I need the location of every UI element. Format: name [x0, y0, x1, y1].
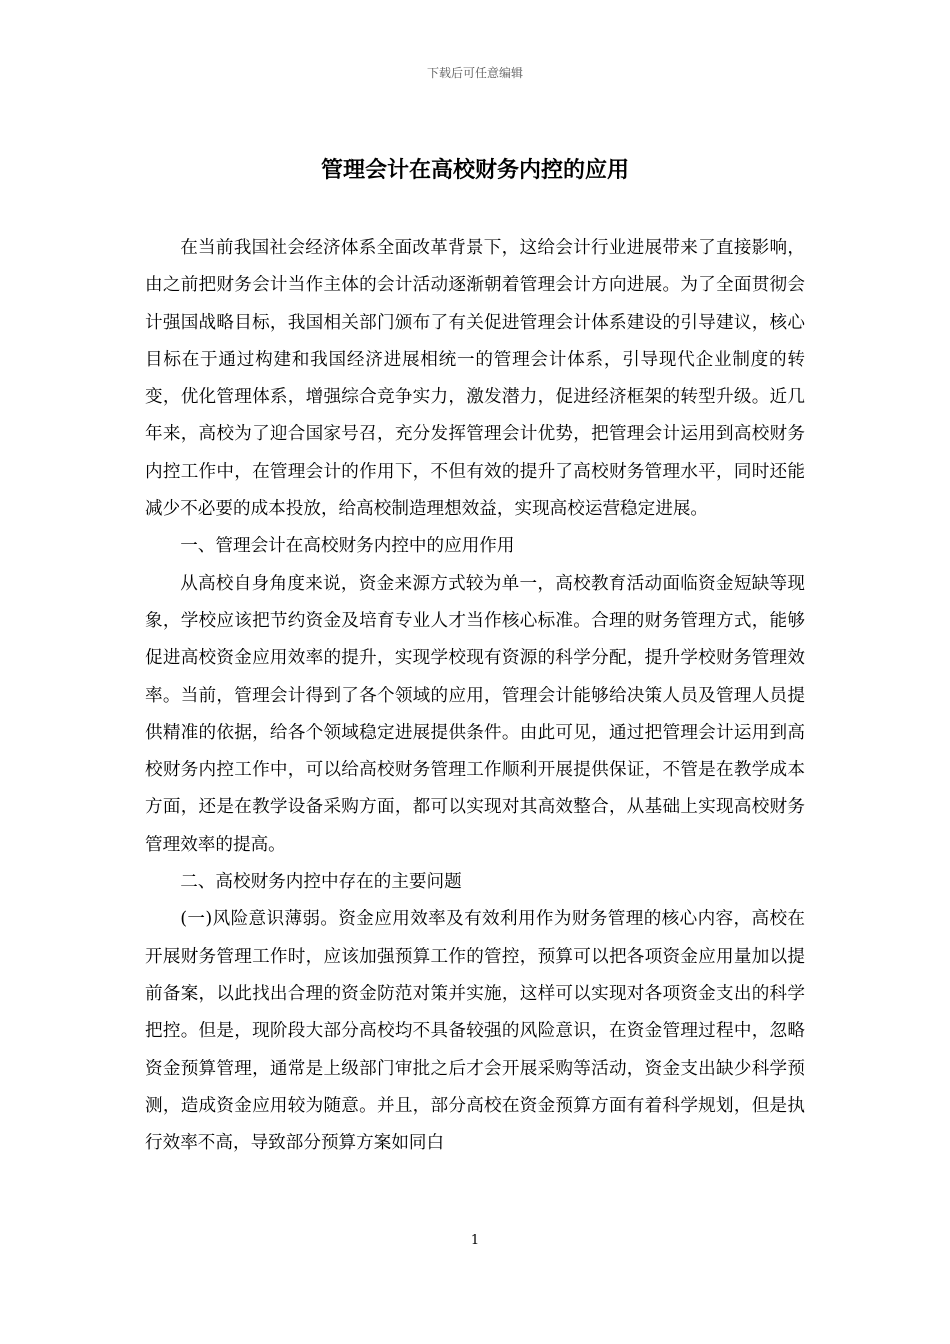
page-header: 下载后可任意编辑	[426, 66, 523, 80]
section-heading-1: 一、管理会计在高校财务内控中的应用作用	[180, 536, 515, 557]
document-title: 管理会计在高校财务内控的应用	[320, 157, 629, 183]
paragraph-section-1: 从高校自身角度来说，资金来源方式较为单一，高校教育活动面临资金短缺等现象，学校应该把节约资金及培育专业人才当作核心标准。合理的财务管理方式，能够促进高校资金应用效率的提升，实现学校现有资源的科学分配，提升学校财务管理效率。当前，管理会计得到了各个领域的应用，管理会计能够给决策人员及管理人员提供精准的依据，给各个领域稳定进展提供条件。由此可见，通过把管理会计运用到高校财务内控工作中，可以给高校财务管理工作顺利开展提供保证，不管是在教学成本方面，还是在教学设备采购方面，都可以实现对其高效整合，从基础上实现高校财务管理效率的提高。	[145, 573, 805, 855]
section-heading-2: 二、高校财务内控中存在的主要问题	[180, 872, 462, 893]
paragraph-section-2: (一)风险意识薄弱。资金应用效率及有效利用作为财务管理的核心内容，高校在开展财务管理工作时，应该加强预算工作的管控，预算可以把各项资金应用量加以提前备案，以此找出合理的资金防范对策并实施，这样可以实现对各项资金支出的科学把控。但是，现阶段大部分高校均不具备较强的风险意识，在资金管理过程中，忽略资金预算管理，通常是上级部门审批之后才会开展采购等活动，资金支出缺少科学预测，造成资金应用较为随意。并且，部分高校在资金预算方面有着科学规划，但是执行效率不高，导致部分预算方案如同白	[145, 909, 805, 1154]
paragraph-intro: 在当前我国社会经济体系全面改革背景下，这给会计行业进展带来了直接影响，由之前把财务会计当作主体的会计活动逐渐朝着管理会计方向进展。为了全面贯彻会计强国战略目标，我国相关部门颁布了有关促进管理会计体系建设的引导建议，核心目标在于通过构建和我国经济进展相统一的管理会计体系，引导现代企业制度的转变，优化管理体系，增强综合竞争实力，激发潜力，促进经济框架的转型升级。近几年来，高校为了迎合国家号召，充分发挥管理会计优势，把管理会计运用到高校财务内控工作中，在管理会计的作用下，不但有效的提升了高校财务管理水平，同时还能减少不必要的成本投放，给高校制造理想效益，实现高校运营稳定进展。	[145, 238, 805, 520]
document-body	[145, 230, 805, 1162]
page-number: 1	[470, 1233, 480, 1248]
